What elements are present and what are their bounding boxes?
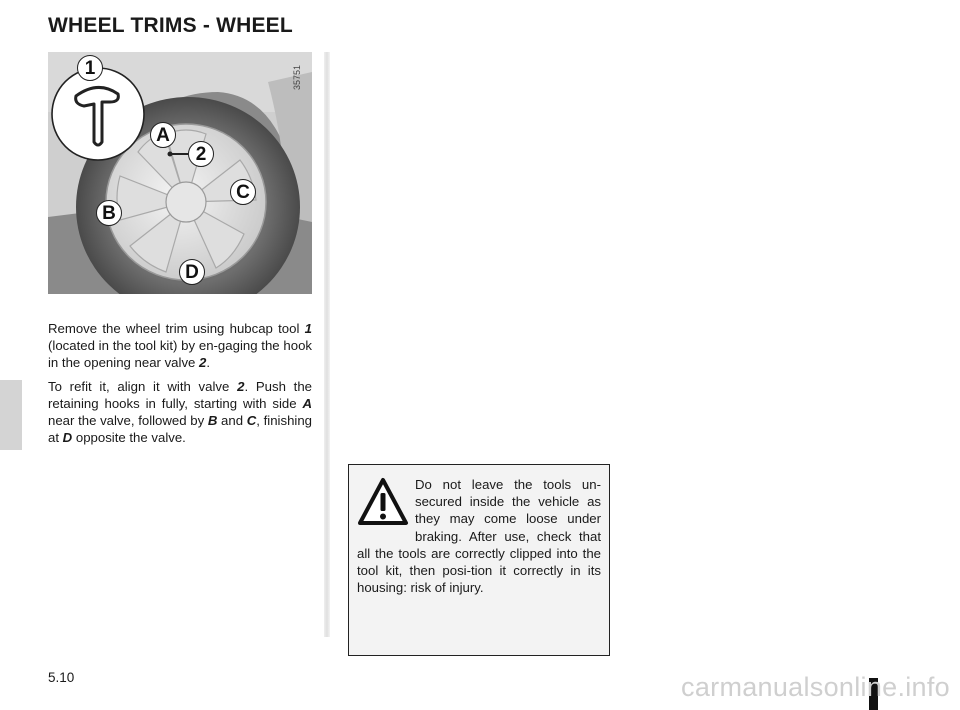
trim-centre [166,182,206,222]
callout-1: 1 [77,55,103,81]
figure-reference-code: 35751 [292,64,302,90]
callout-b: B [96,200,122,226]
watermark: carmanualsonline.info [681,672,950,702]
chapter-tab [0,380,22,450]
callout-2: 2 [188,141,214,167]
wheel-illustration-svg [48,52,312,294]
instructions [48,320,312,452]
callout-c: C [230,179,256,205]
callout-d: D [179,259,205,285]
warning-box [348,464,610,656]
column-divider [324,52,330,637]
valve [168,152,173,157]
wheel-trim-illustration [48,52,312,294]
page-title: WHEEL TRIMS - WHEEL [48,14,293,37]
warning-triangle-icon [357,476,409,528]
instruction-remove: Remove the wheel trim using hubcap tool 1 (located in the tool kit) by en-gaging the hook in the opening near valve 2. [48,321,312,371]
warning-text: Do not leave the tools un-secured inside the vehicle as they may come loose under braking. After use, check that all the tools are correctly clipped into the tool kit, then posi-tion it correctly in its housing: risk of injury. [357,477,601,596]
page-number: 5.10 [48,670,75,685]
instruction-refit: To refit it, align it with valve 2. Push the retaining hooks in fully, starting with side A near the valve, followed by B and C, finishing at D opposite the valve. [48,378,313,446]
callout-a: A [150,122,176,148]
